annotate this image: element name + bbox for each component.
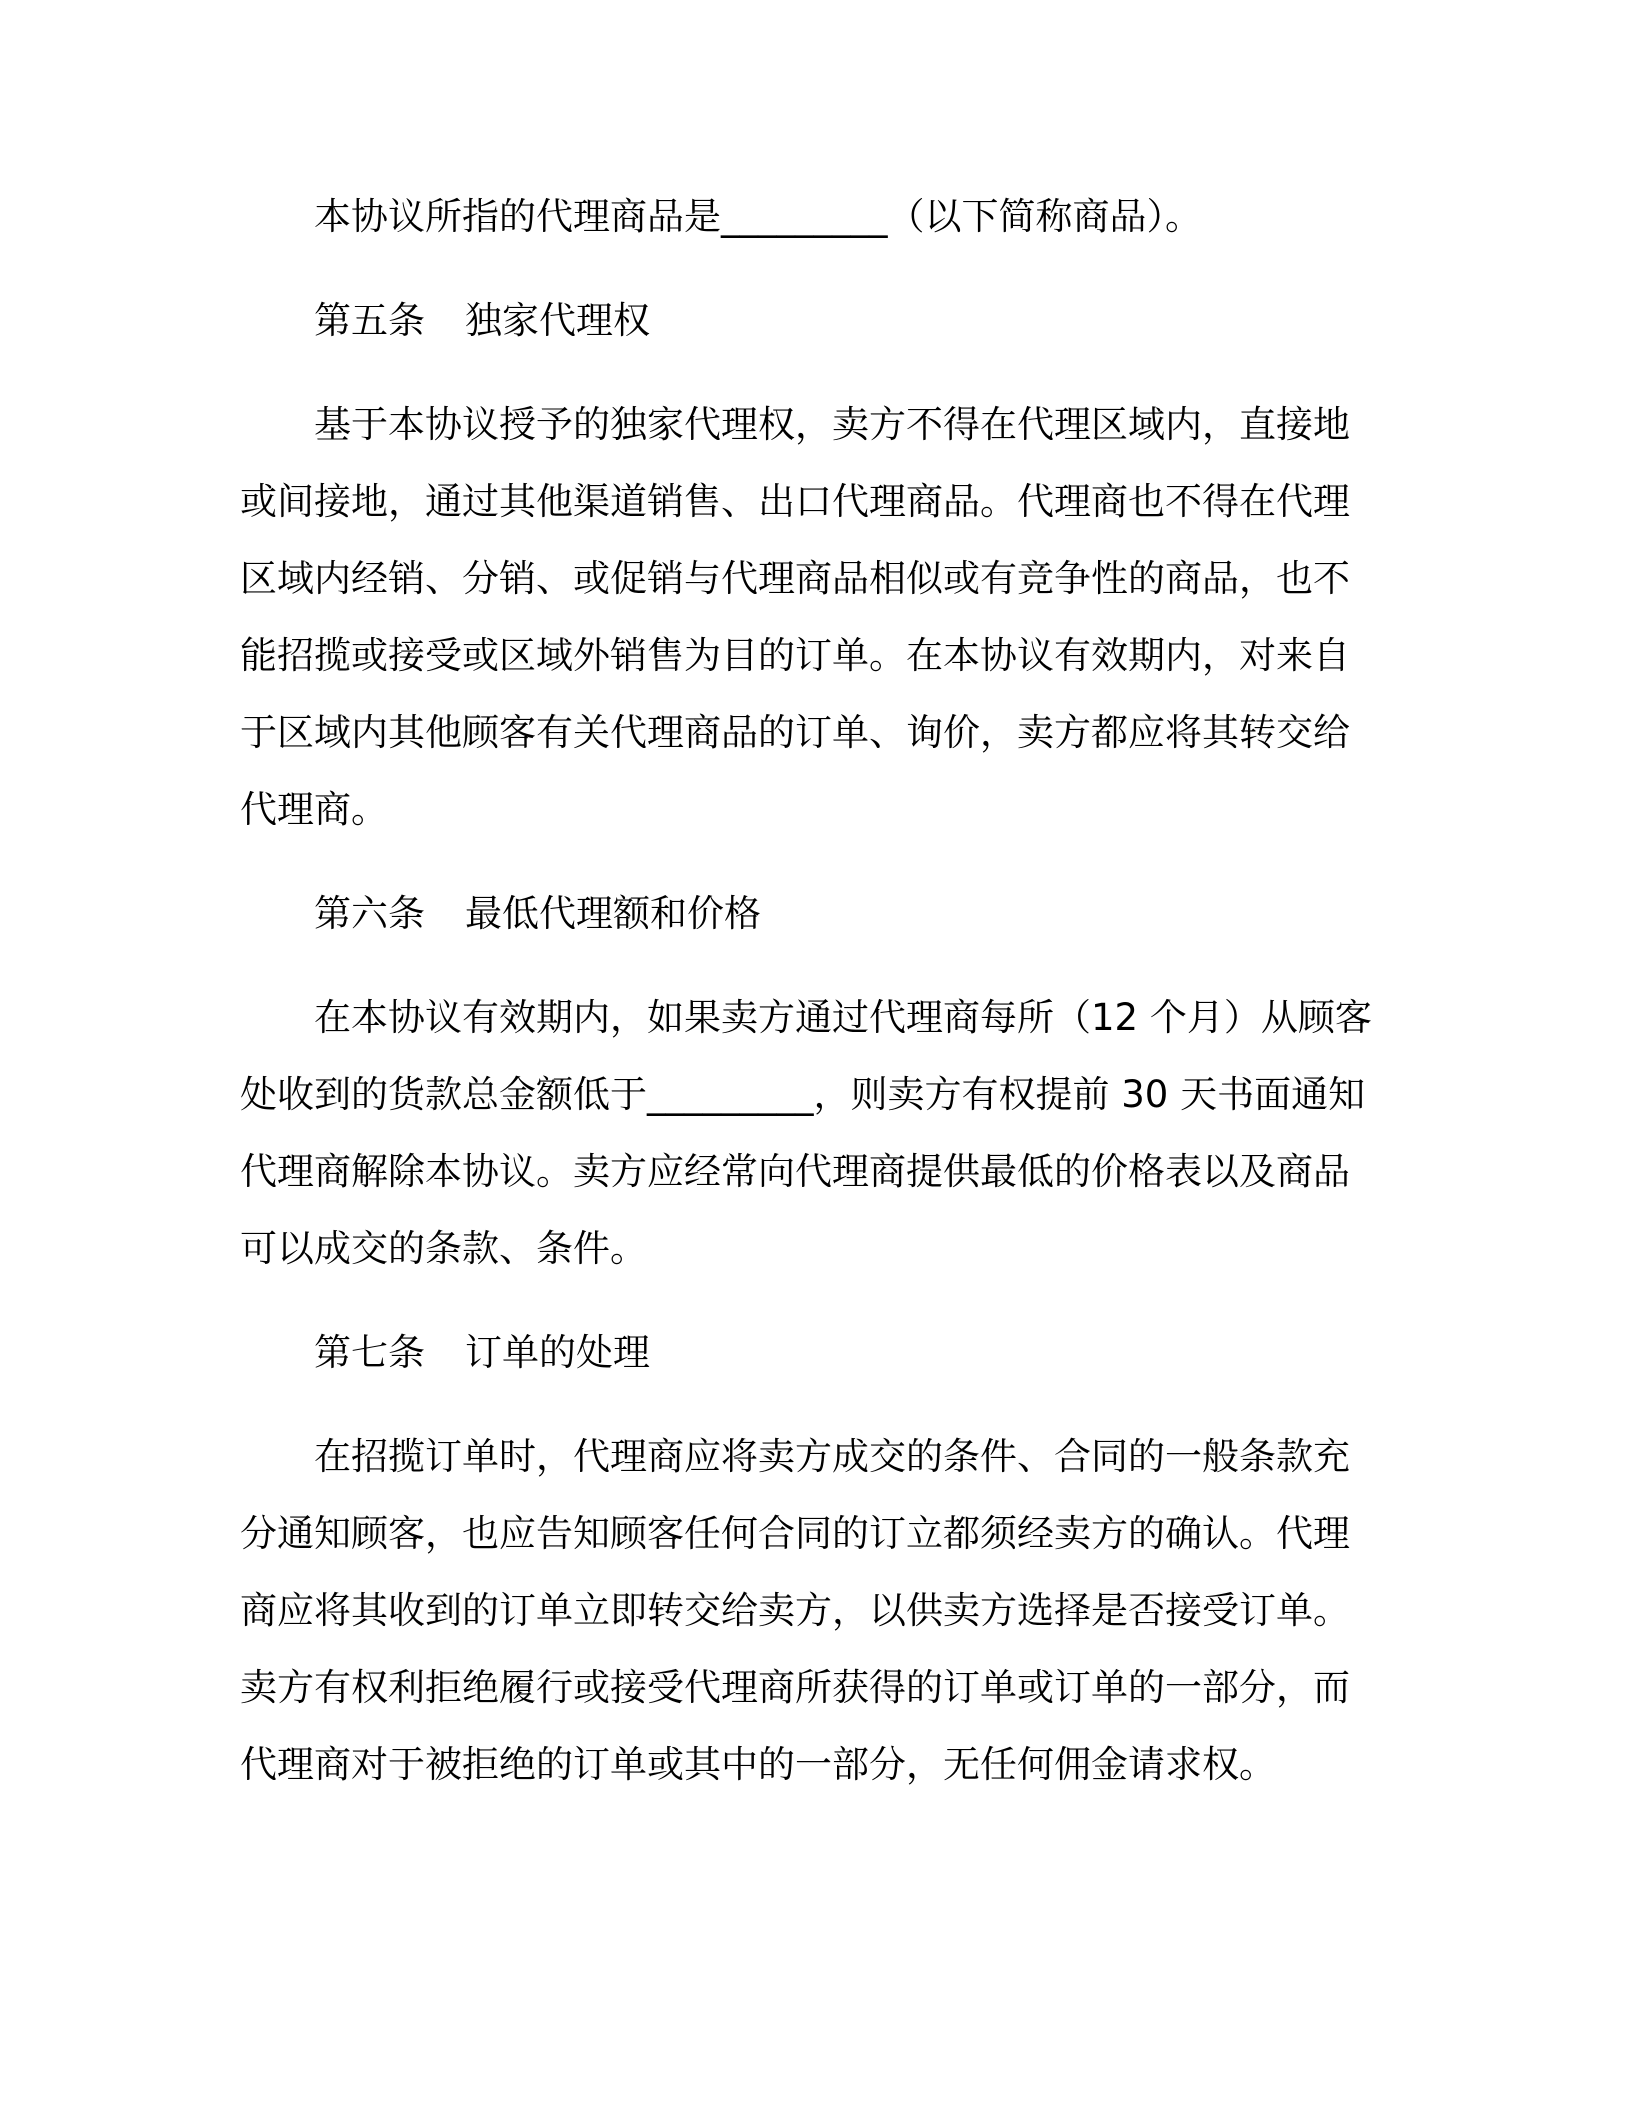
body-line: 于区域内其他顾客有关代理商品的订单、询价，卖方都应将其转交给 bbox=[240, 711, 1350, 754]
article-number: 第七条 bbox=[314, 1331, 425, 1374]
article-title: 最低代理额和价格 bbox=[465, 892, 761, 935]
body-line: 代理商对于被拒绝的订单或其中的一部分，无任何佣金请求权。 bbox=[240, 1743, 1276, 1786]
body-line: 能招揽或接受或区域外销售为目的订单。在本协议有效期内，对来自 bbox=[240, 634, 1350, 677]
article-number: 第五条 bbox=[314, 299, 425, 342]
body-line: 分通知顾客，也应告知顾客任何合同的订立都须经卖方的确认。代理 bbox=[240, 1512, 1350, 1555]
body-line: 基于本协议授予的独家代理权，卖方不得在代理区域内，直接地 bbox=[314, 403, 1350, 446]
body-line: 代理商解除本协议。卖方应经常向代理商提供最低的价格表以及商品 bbox=[240, 1150, 1350, 1193]
body-line: 本协议所指的代理商品是_________（以下简称商品）。 bbox=[314, 195, 1202, 238]
article-title: 订单的处理 bbox=[465, 1331, 650, 1374]
body-line: 可以成交的条款、条件。 bbox=[240, 1227, 647, 1270]
article-heading-5 bbox=[314, 282, 1464, 359]
body-line: 在招揽订单时，代理商应将卖方成交的条件、合同的一般条款充 bbox=[314, 1435, 1350, 1478]
body-line: 代理商。 bbox=[240, 788, 388, 831]
body-line: 在本协议有效期内，如果卖方通过代理商每所（12 个月）从顾客 bbox=[314, 996, 1372, 1039]
body-line: 或间接地，通过其他渠道销售、出口代理商品。代理商也不得在代理 bbox=[240, 480, 1350, 523]
body-line: 区域内经销、分销、或促销与代理商品相似或有竞争性的商品，也不 bbox=[240, 557, 1350, 600]
article-title: 独家代理权 bbox=[465, 299, 650, 342]
article-heading-7 bbox=[314, 1314, 1464, 1391]
article-number: 第六条 bbox=[314, 892, 425, 935]
body-line: 卖方有权利拒绝履行或接受代理商所获得的订单或订单的一部分，而 bbox=[240, 1666, 1350, 1709]
body-line: 处收到的货款总金额低于_________，则卖方有权提前 30 天书面通知 bbox=[240, 1073, 1366, 1116]
article-heading-6 bbox=[314, 875, 1464, 952]
body-line: 商应将其收到的订单立即转交给卖方，以供卖方选择是否接受订单。 bbox=[240, 1589, 1350, 1632]
